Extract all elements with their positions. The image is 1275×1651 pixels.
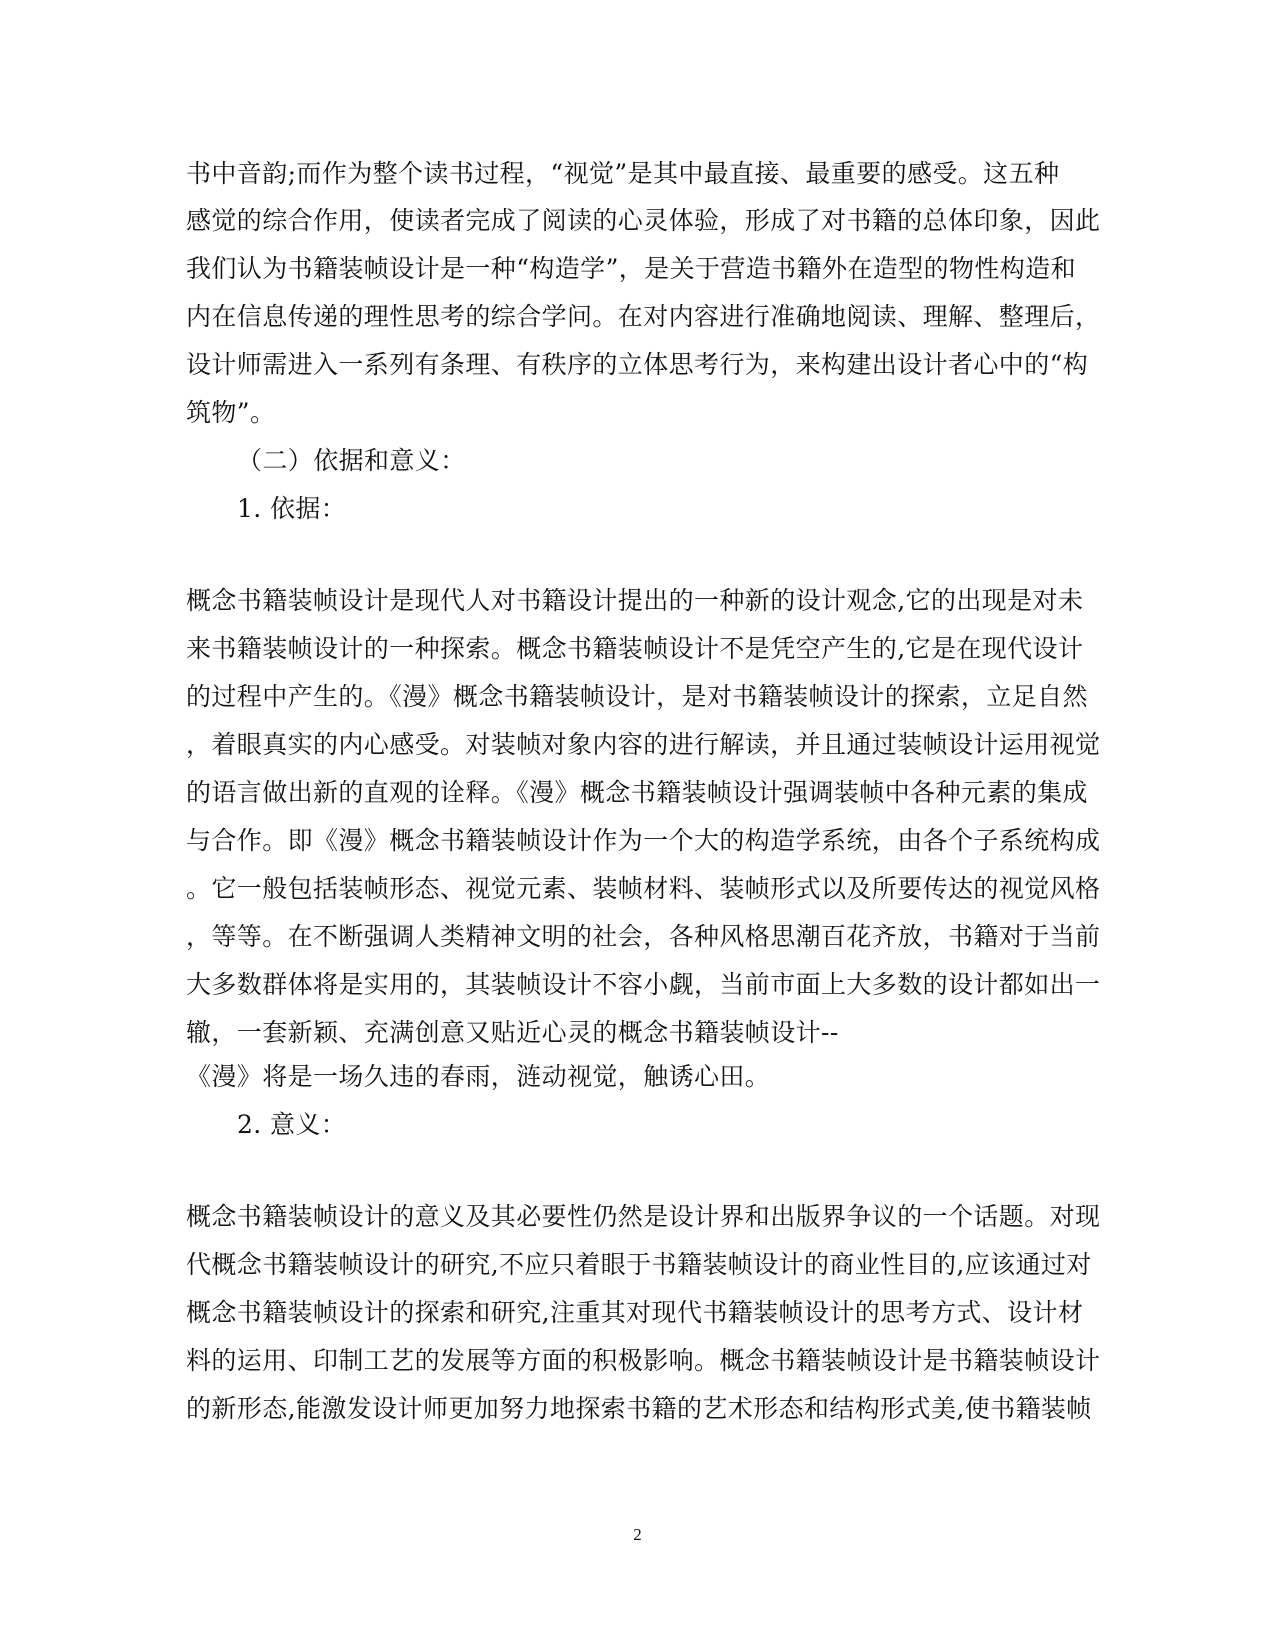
- intro-line-3: 我们认为书籍装帧设计是一种“构造学”，是关于营造书籍外在造型的物性构造和: [186, 254, 1076, 283]
- intro-line-5: 设计师需进入一系列有条理、有秩序的立体思考行为，来构建出设计者心中的“构: [186, 350, 1089, 379]
- intro-line-4: 内在信息传递的理性思考的综合学问。在对内容进行准确地阅读、理解、整理后，: [186, 302, 1101, 331]
- basis-line-1: 概念书籍装帧设计是现代人对书籍设计提出的一种新的设计观念,它的出现是对未: [186, 586, 1084, 615]
- basis-line-2: 来书籍装帧设计的一种探索。概念书籍装帧设计不是凭空产生的,它是在现代设计: [186, 634, 1084, 663]
- basis-line-4: ，着眼真实的内心感受。对装帧对象内容的进行解读，并且通过装帧设计运用视觉: [186, 730, 1101, 759]
- basis-line-9: 大多数群体将是实用的，其装帧设计不容小觑，当前市面上大多数的设计都如出一: [186, 970, 1101, 999]
- basis-line-8: ，等等。在不断强调人类精神文明的社会，各种风格思潮百花齐放，书籍对于当前: [186, 922, 1101, 951]
- basis-line-6: 与合作。即《漫》概念书籍装帧设计作为一个大的构造学系统，由各个子系统构成: [186, 826, 1101, 855]
- page-number: 2: [633, 1525, 642, 1544]
- basis-line-5: 的语言做出新的直观的诠释。《漫》概念书籍装帧设计强调装帧中各种元素的集成: [186, 778, 1088, 807]
- basis-line-11: 《漫》将是一场久违的春雨，涟动视觉，触诱心田。: [186, 1062, 771, 1091]
- meaning-line-3: 概念书籍装帧设计的探索和研究,注重其对现代书籍装帧设计的思考方式、设计材: [186, 1298, 1084, 1327]
- meaning-line-2: 代概念书籍装帧设计的研究,不应只着眼于书籍装帧设计的商业性目的,应该通过对: [186, 1250, 1092, 1279]
- section-heading-basis-meaning: （二）依据和意义：: [237, 446, 466, 475]
- intro-line-6: 筑物”。: [186, 398, 276, 427]
- subsection-heading-meaning: 2. 意义：: [237, 1110, 347, 1139]
- subsection-heading-basis: 1. 依据：: [237, 494, 347, 523]
- basis-line-7: 。它一般包括装帧形态、视觉元素、装帧材料、装帧形式以及所要传达的视觉风格: [186, 874, 1101, 903]
- meaning-line-4: 料的运用、印制工艺的发展等方面的积极影响。概念书籍装帧设计是书籍装帧设计: [186, 1346, 1101, 1375]
- basis-line-3: 的过程中产生的。《漫》概念书籍装帧设计，是对书籍装帧设计的探索，立足自然: [186, 682, 1088, 711]
- meaning-line-1: 概念书籍装帧设计的意义及其必要性仍然是设计界和出版界争议的一个话题。对现: [186, 1202, 1101, 1231]
- meaning-line-5: 的新形态,能激发设计师更加努力地探索书籍的艺术形态和结构形式美,使书籍装帧: [186, 1394, 1092, 1423]
- intro-line-1: 书中音韵;而作为整个读书过程，“视觉”是其中最直接、最重要的感受。这五种: [186, 159, 1060, 188]
- intro-line-2: 感觉的综合作用，使读者完成了阅读的心灵体验，形成了对书籍的总体印象，因此: [186, 206, 1101, 235]
- basis-line-10: 辙，一套新颖、充满创意又贴近心灵的概念书籍装帧设计--: [186, 1018, 839, 1047]
